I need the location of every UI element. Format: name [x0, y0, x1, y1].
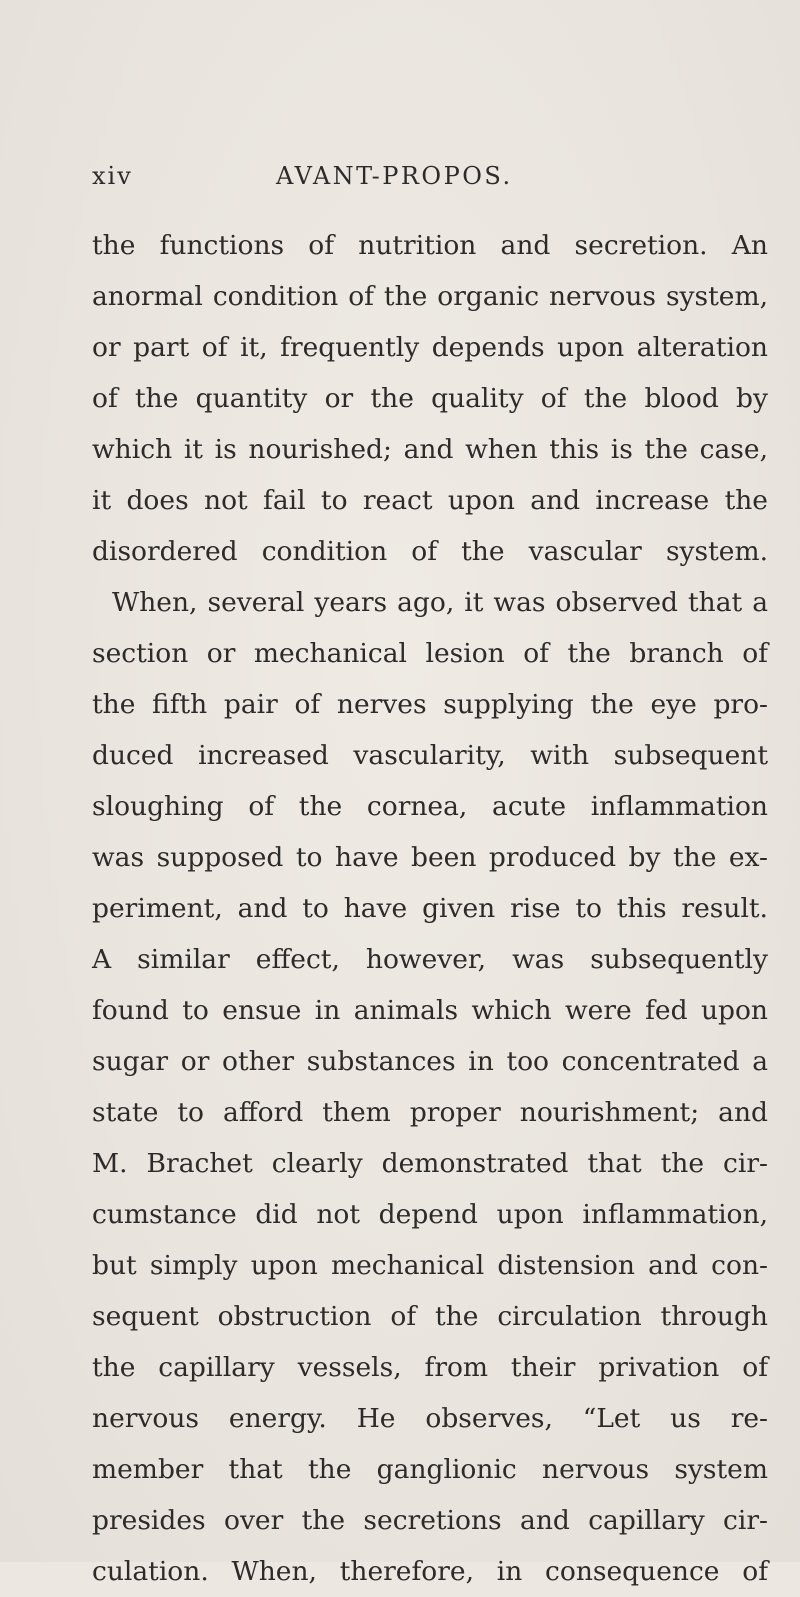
- running-head-title: AVANT-PROPOS.: [276, 162, 513, 190]
- text-line: A similar effect, however, was subsequently: [92, 944, 768, 975]
- running-head: [92, 162, 782, 192]
- text-line: culation. When, therefore, in consequence of: [92, 1556, 768, 1587]
- text-line: of the quantity or the quality of the blood by: [92, 383, 768, 414]
- text-line: it does not fail to react upon and increase the: [92, 485, 768, 516]
- text-line: but simply upon mechanical distension and con-: [92, 1250, 768, 1281]
- text-line: M. Brachet clearly demonstrated that the cir-: [92, 1148, 768, 1179]
- text-line: state to afford them proper nourishment; and: [92, 1097, 768, 1128]
- text-line: nervous energy. He observes, “Let us re-: [92, 1403, 768, 1434]
- text-line: anormal condition of the organic nervous system,: [92, 281, 768, 312]
- text-line: member that the ganglionic nervous system: [92, 1454, 768, 1485]
- text-line: which it is nourished; and when this is the case,: [92, 434, 768, 465]
- text-line: the functions of nutrition and secretion. An: [92, 230, 768, 261]
- text-line: cumstance did not depend upon inflammation,: [92, 1199, 768, 1230]
- text-line: was supposed to have been produced by the ex-: [92, 842, 768, 873]
- text-line: found to ensue in animals which were fed upon: [92, 995, 768, 1026]
- text-line: sloughing of the cornea, acute inflammation: [92, 791, 768, 822]
- text-line: duced increased vascularity, with subsequent: [92, 740, 768, 771]
- text-line: sequent obstruction of the circulation through: [92, 1301, 768, 1332]
- text-line: or part of it, frequently depends upon alteration: [92, 332, 768, 363]
- text-line: presides over the secretions and capillary cir-: [92, 1505, 768, 1536]
- text-line: the capillary vessels, from their privation of: [92, 1352, 768, 1383]
- text-line: disordered condition of the vascular system.: [92, 536, 768, 567]
- text-line: When, several years ago, it was observed that a: [112, 587, 768, 618]
- text-line: the fifth pair of nerves supplying the eye pro-: [92, 689, 768, 720]
- text-line: periment, and to have given rise to this result.: [92, 893, 768, 924]
- text-line: sugar or other substances in too concentrated a: [92, 1046, 768, 1077]
- text-line: section or mechanical lesion of the branch of: [92, 638, 768, 669]
- body-text: [92, 220, 768, 1597]
- page-number: xiv: [92, 162, 133, 190]
